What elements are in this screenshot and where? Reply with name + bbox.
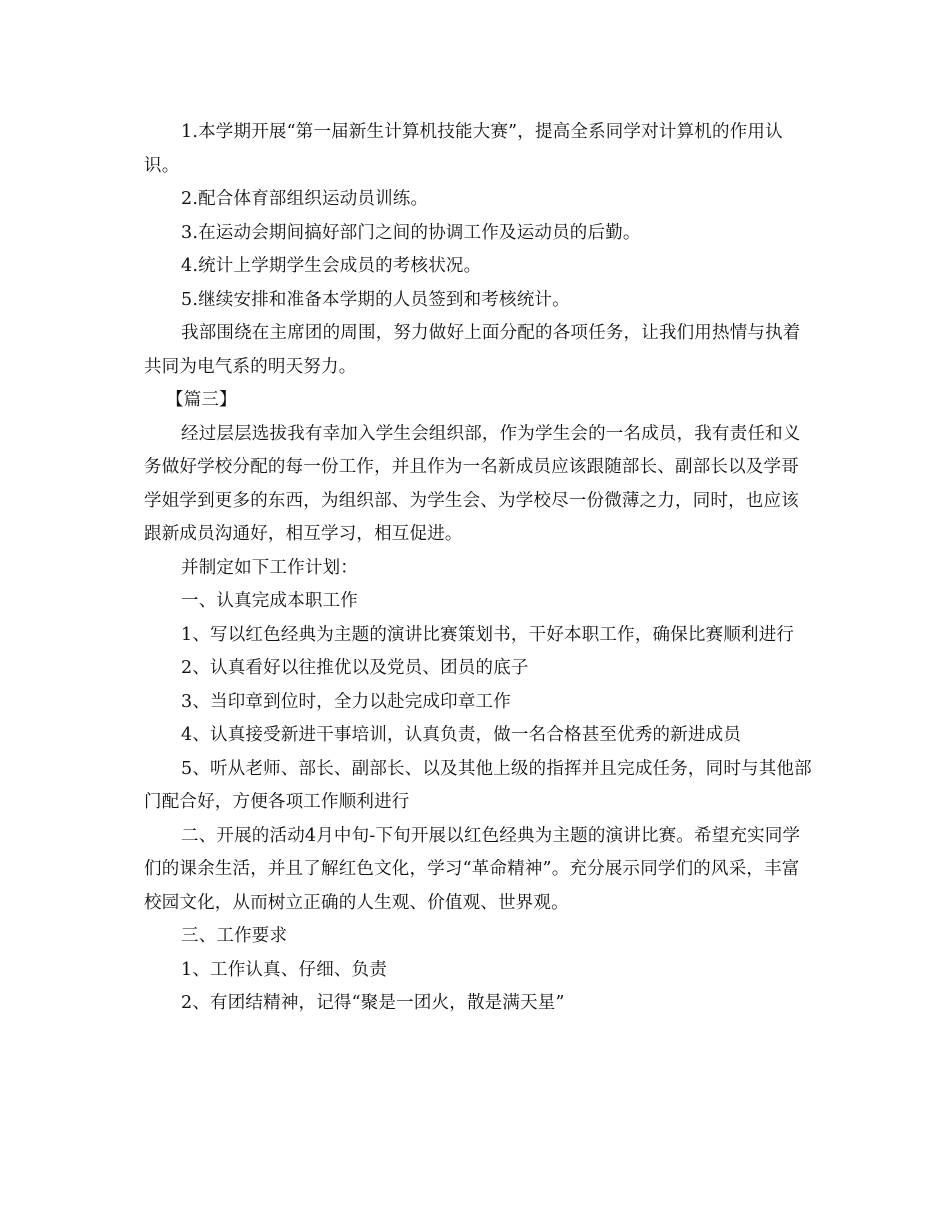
requirement-item-1: 1、工作认真、仔细、负责: [181, 959, 388, 980]
section-heading-3: 三、工作要求: [181, 926, 288, 946]
task-item-5: 5、听从老师、部长、副部长、以及其他上级的指挥并且完成任务，同时与其他部门配合好，方便各项工作顺利进行: [144, 758, 812, 812]
closing-paragraph: 我部围绕在主席团的周围，努力做好上面分配的各项任务，让我们用热情与执着共同为电气系的明天努力。: [144, 323, 801, 377]
plan-lead: 并制定如下工作计划：: [181, 557, 358, 578]
list-item-3: 3.在运动会期间搞好部门之间的协调工作及运动员的后勤。: [181, 222, 641, 243]
list-item-2: 2.配合体育部组织运动员训练。: [181, 189, 429, 209]
list-item-4: 4.统计上学期学生会成员的考核状况。: [181, 256, 482, 276]
section-heading-1: 一、认真完成本职工作: [181, 591, 358, 611]
task-item-2: 2、认真看好以往推优以及党员、团员的底子: [181, 658, 529, 678]
document-body: [144, 116, 812, 1021]
intro-paragraph: 经过层层选拔我有幸加入学生会组织部，作为学生会的一名成员，我有责任和义务做好学校分配的每一份工作，并且作为一名新成员应该跟随部长、副部长以及学哥学姐学到更多的东西，为组织部、为学生会、为学校尽一份微薄之力，同时，也应该跟新成员沟通好，相互学习，相互促进。: [144, 423, 801, 544]
list-item-1: 1.本学期开展“第一届新生计算机技能大赛”，提高全系同学对计算机的作用认识。: [144, 122, 783, 176]
activity-paragraph: 二、开展的活动4月中旬-下旬开展以红色经典为主题的演讲比赛。希望充实同学们的课余生活，并且了解红色文化，学习“革命精神”。充分展示同学们的风采，丰富校园文化，从而树立正确的人生观、价值观、世界观。: [144, 825, 801, 913]
task-item-4: 4、认真接受新进干事培训，认真负责，做一名合格甚至优秀的新进成员: [181, 725, 742, 745]
requirement-item-2: 2、有团结精神，记得“聚是一团火，散是满天星”: [181, 993, 565, 1013]
list-item-5: 5.继续安排和准备本学期的人员签到和考核统计。: [181, 289, 570, 310]
section-title: 【篇三】: [166, 390, 237, 410]
task-item-3: 3、当印章到位时，全力以赴完成印章工作: [181, 691, 511, 712]
task-item-1: 1、写以红色经典为主题的演讲比赛策划书，干好本职工作，确保比赛顺利进行: [181, 624, 795, 645]
